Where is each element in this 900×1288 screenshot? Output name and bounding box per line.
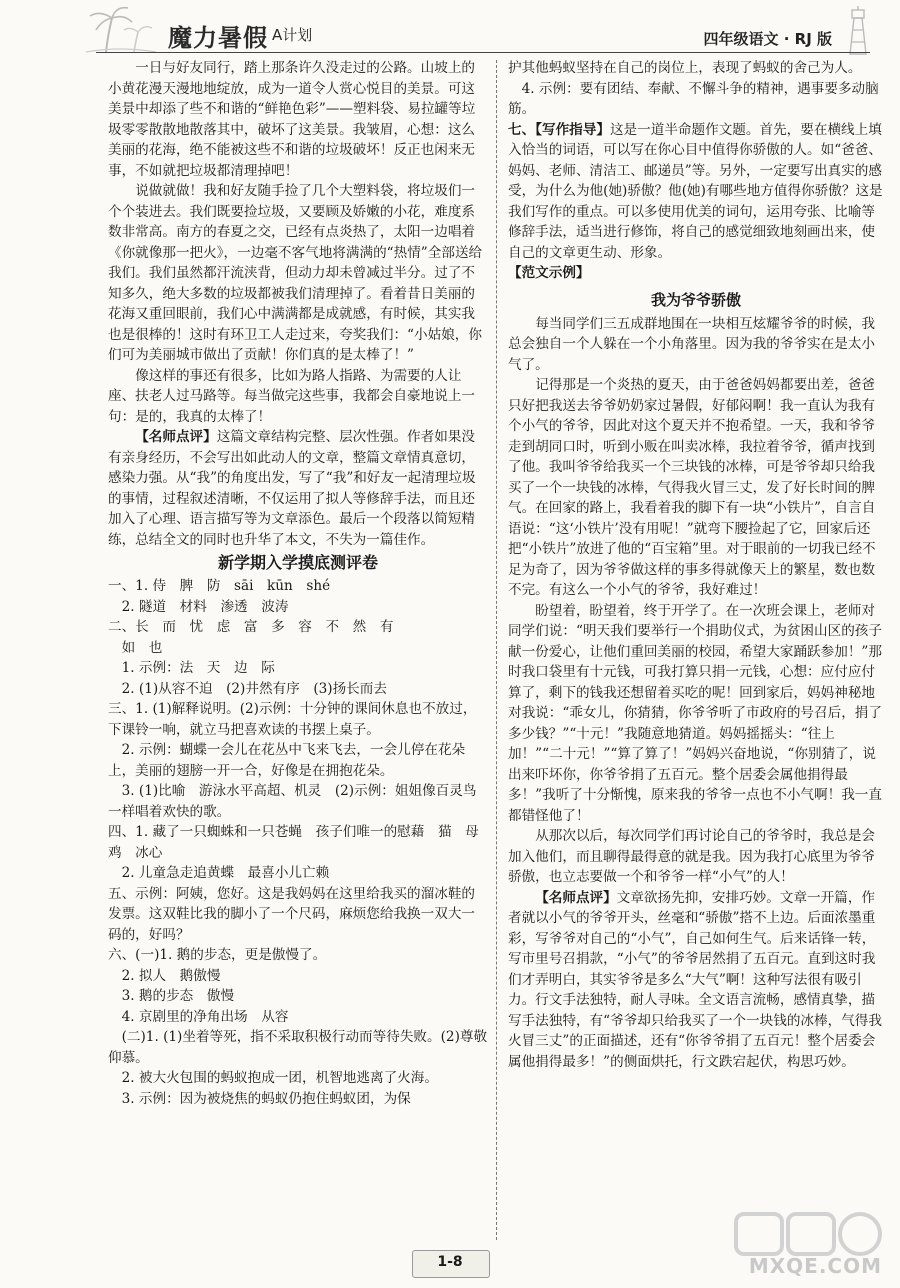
column-divider: [496, 60, 497, 1240]
answer-line: (二)1. (1)坐着等死，指不采取积极行动而等待失败。(2)尊敬仰慕。: [108, 1029, 488, 1066]
comment-text: 这篇文章结构完整、层次性强。作者如果没有亲身经历，不会写出如此动人的文章，整篇文章情真意切，感染力强。从“我”的角度出发，写了“我”和好友一起清理垃圾的事情，过程叙述清晰，不仅运用了拟人等修辞手法，而且还加入了心理、语言描写等为文章添色。最后一个段落以简短精练，总结全文的同时也升华了本文，不失为一篇佳作。: [108, 429, 476, 548]
answer-line: 一、1. 侍 脾 防 sāi kūn shé: [108, 578, 331, 594]
header-rule: [96, 52, 870, 53]
page-number: 1-8: [437, 1254, 463, 1270]
essay-paragraph: 一日与好友同行，踏上那条许久没走过的公路。山坡上的小黄花漫天漫地地绽放，成为一道令人赏心悦目的美景。可这美景中却添了些不和谐的“鲜艳色彩”——塑料袋、易拉罐等垃圾零零散散地散落其中，破坏了这美景。我皱眉，心想：这么美丽的花海，绝不能被这些不和谐的垃圾破坏！反正也闲来无事，不如就把垃圾都清理掉吧！: [108, 60, 476, 179]
sample-title: 我为爷爷骄傲: [650, 290, 741, 309]
left-column: [108, 58, 488, 1109]
right-column: [508, 58, 884, 1072]
answer-line: 2. 隧道 材料 渗透 波涛: [108, 598, 289, 615]
comment-text: 文章欲扬先抑，安排巧妙。文章一开篇，作者就以小气的爷爷开头，丝毫和“骄傲”搭不上边。后面浓墨重彩，写爷爷对自己的“小气”，自己如何生气。后来话锋一转，写市里号召捐款，“小气”的爷爷居然捐了五百元。直到这时我们才弄明白，其实爷爷是多么“大气”啊！这种写法很有吸引力。行文手法独特，耐人寻味。全文语言流畅，感情真挚，描写手法独特，有“爷爷却只给我买了一个一块钱的冰棒，气得我火冒三丈”的正面描述，还有“你爷爷捐了五百元！整个居委会属他捐得最多！”的侧面烘托，行文跌宕起伏，构思巧妙。: [508, 889, 882, 1070]
answer-line: 二、长 而 忧 虑 富 多 容 不 然 有: [108, 619, 394, 635]
teacher-comment: [108, 427, 488, 550]
page-header: [0, 0, 900, 58]
answer-line: 2. 儿童急走追黄蝶 最喜小儿亡赖: [108, 865, 330, 881]
sample-paragraph: 记得那是一个炎热的夏天，由于爸爸妈妈都要出差，爸爸只好把我送去爷爷奶奶家过暑假，好郁闷啊！我一直认为我有个小气的爷爷，因此对这个夏天并不抱希望。一天，我和爷爷走到胡同口时，听到小贩在叫卖冰棒，我拉着爷爷，循声找到了他。我叫爷爷给我买一个三块钱的冰棒，可是爷爷却只给我买了一个一块钱的冰棒，气得我火冒三丈，发了好长时间的脾气。在回家的路上，我看着我的脚下有一块“小铁片”，自言自语说：“这‘小铁片’没有用呢！”就弯下腰捡起了它，回家后还把“小铁片”放进了他的“百宝箱”里。对于眼前的一切我已经不足为奇了，因为爷爷做这样的事多得就像天上的繁星，数也数不完。有这么一个小气的爷爷，我好难过！: [508, 377, 876, 598]
writing-tag: 七、【写作指导】: [508, 121, 610, 138]
answer-line: 3. (1)比喻 游泳水平高超、机灵 (2)示例：姐姐像百灵鸟一样唱着欢快的歌。: [108, 783, 477, 820]
writing-guide-text: 这是一道半命题作文题。首先，要在横线上填入恰当的词语，可以写在你心目中值得你骄傲的人。如“爸爸、妈妈、老师、清洁工、邮递员”等。另外，一定要写出真实的感受，为什么为他(她)骄傲？他(她)有哪些地方值得你骄傲？这是我们写作的重点。可以多使用优美的词句，运用夸张、比喻等修辞手法，适当进行修饰，将自己的感觉细致地刻画出来，使自己的文章更生动、形象。: [508, 121, 883, 261]
sample-paragraph: 盼望着，盼望着，终于开学了。在一次班会课上，老师对同学们说：“明天我们要举行一个捐助仪式，为贫困山区的孩子献一份爱心，让他们重回美丽的校园，希望大家踊跃参加！”那时我口袋里有十元钱，可我打算只捐一元钱，心想：应付应付算了，剩下的钱我还想留着买吃的呢！回到家后，妈妈神秘地对我说：“乖女儿，你猜猜，你爷爷听了市政府的号召后，捐了多少钱？”“十元！”我随意地猜道。妈妈摇摇头：“往上加！”“二十元！”“算了算了！”妈妈兴奋地说，“你别猜了，说出来吓坏你，你爷爷捐了五百元。整个居委会属他捐得最多！”我听了十分惭愧，原来我的爷爷一点也不小气啊！我一直都错怪他了！: [508, 602, 882, 824]
answer-line: 如 也: [108, 639, 163, 656]
answer-line: 3. 鹅的步态 傲慢: [108, 988, 235, 1004]
palm-tree-icon: [86, 4, 156, 54]
sample-tag: 【范文示例】: [508, 265, 590, 281]
brand-title: 魔力暑假: [168, 23, 268, 52]
answer-line: 1. 示例：法 天 边 际: [108, 660, 275, 676]
answer-line: 2. 拟人 鹅傲慢: [108, 967, 221, 984]
answer-line: 2. (1)从容不迫 (2)井然有序 (3)扬长而去: [108, 680, 387, 697]
writing-guide: [508, 120, 884, 264]
answer-line: 护其他蚂蚁坚持在自己的岗位上，表现了蚂蚁的舍己为人。: [508, 60, 862, 76]
answer-line: 4. 示例：要有团结、奉献、不懈斗争的精神，遇事要多动脑筋。: [508, 80, 879, 117]
answer-line: 五、示例：阿姨，您好。这是我妈妈在这里给我买的溜冰鞋的发票。这双鞋比我的脚小了一个尺码，麻烦您给我换一双大一码的，好吗？: [108, 885, 476, 943]
brand-subtitle: A计划: [272, 26, 313, 44]
grade-label: 四年级语文 · RJ 版: [703, 30, 832, 48]
answer-line: 3. 示例：因为被烧焦的蚂蚁仍抱住蚂蚁团，为保: [108, 1090, 411, 1107]
answer-line: 三、1. (1)解释说明。(2)示例：十分钟的课间休息也不放过，下课铃一响，就立马把喜欢读的书摆上桌子。: [108, 701, 477, 738]
watermark-text: MXQE.COM: [748, 1254, 882, 1278]
teacher-comment: [508, 888, 884, 1073]
answer-line: 四、1. 藏了一只蜘蛛和一只苍蝇 孩子们唯一的慰藉 猫 母鸡 冰心: [108, 824, 479, 861]
essay-paragraph: 像这样的事还有很多，比如为路人指路、为需要的人让座、扶老人过马路等。每当做完这些事，我都会自豪地说上一句：是的，我真的太棒了！: [108, 367, 476, 425]
sample-paragraph: 每当同学们三五成群地围在一块相互炫耀爷爷的时候，我总会独自一个人躲在一个小角落里。因为我的爷爷实在是太小气了。: [508, 315, 876, 373]
comment-tag: 【名师点评】: [535, 889, 617, 906]
essay-paragraph: 说做就做！我和好友随手捡了几个大塑料袋，将垃圾们一个个装进去。我们既要捡垃圾，又要顾及娇嫩的小花，难度系数非常高。南方的春夏之交，已经有点炎热了，太阳一边唱着《你就像那一把火》，一边毫不客气地将满满的“热情”全部送给我们。我们虽然都汗流浃背，但动力却未曾减过半分。过了不知多久，绝大多数的垃圾都被我们清理掉了。看着昔日美丽的花海又重回眼前，我们心中满满都是成就感，有时候，其实我也是很棒的！这时有环卫工人走过来，夸奖我们：“小姑娘，你们可为美丽城市做出了贡献！你们真的是太棒了！”: [108, 183, 483, 363]
comment-tag: 【名师点评】: [135, 429, 217, 445]
answer-line: 六、(一)1. 鹅的步态，更是傲慢了。: [108, 947, 327, 963]
answer-line: 4. 京剧里的净角出场 从容: [108, 1008, 289, 1025]
sample-paragraph: 从那次以后，每次同学们再讨论自己的爷爷时，我总是会加入他们，而且聊得最得意的就是我。因为我打心底里为爷爷骄傲，也立志要做一个和爷爷一样“小气”的人！: [508, 828, 876, 885]
answer-line: 2. 示例：蝴蝶一会儿在花丛中飞来飞去，一会儿停在花朵上，美丽的翅膀一开一合，好像是在拥抱花朵。: [108, 742, 466, 779]
lighthouse-icon: [834, 4, 880, 56]
answer-line: 2. 被大火包围的蚂蚁抱成一团，机智地逃离了火海。: [108, 1070, 438, 1086]
test-title: 新学期入学摸底测评卷: [217, 553, 378, 572]
